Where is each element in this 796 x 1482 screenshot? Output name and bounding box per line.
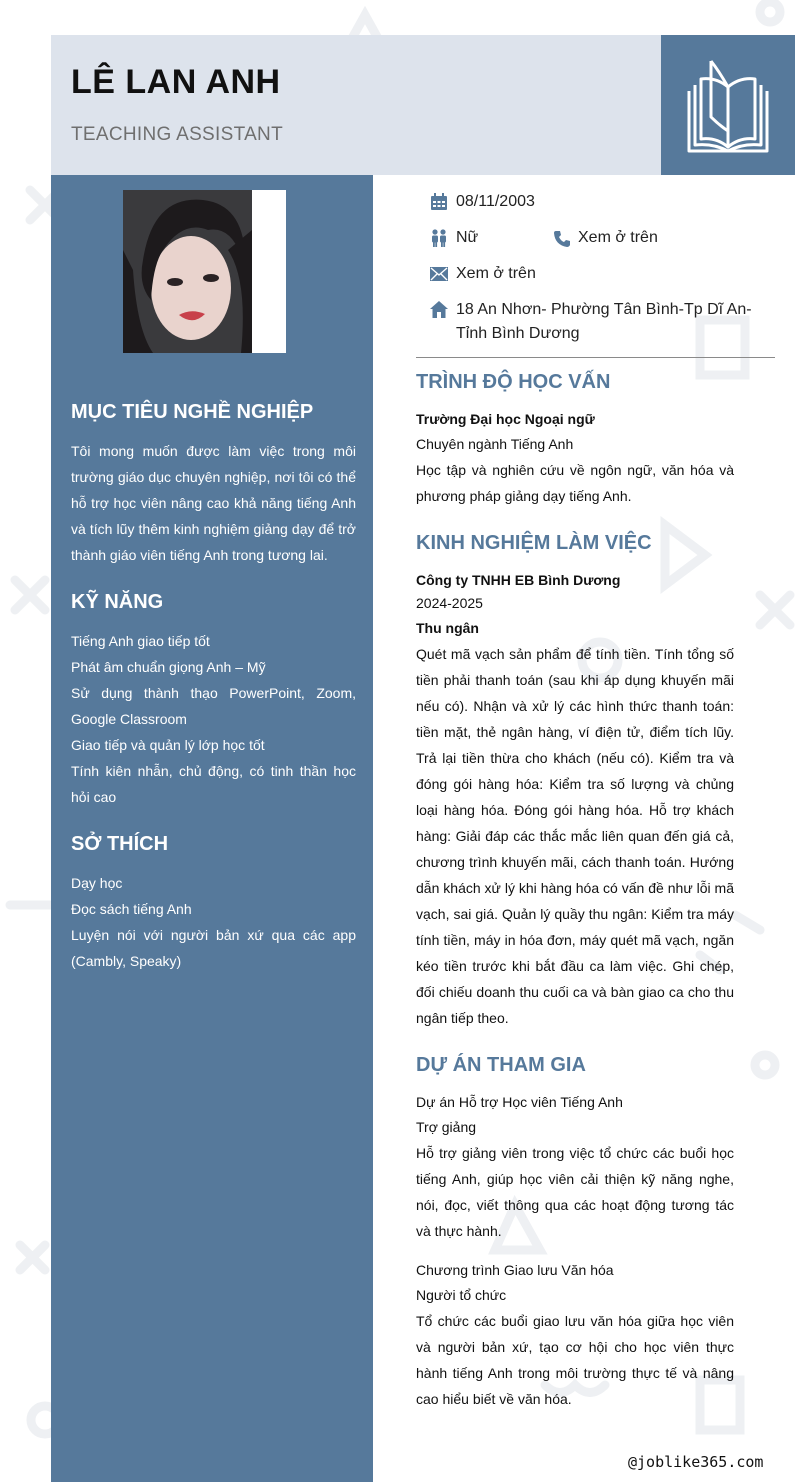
project-description: Tổ chức các buổi giao lưu văn hóa giữa học viên và người bản xứ, tạo cơ hội cho học viên thực hành tiếng Anh trong môi trường thực tế và nâng cao hiểu biết về văn hóa.	[416, 1313, 734, 1407]
profile-photo	[123, 190, 286, 353]
address: 18 An Nhơn- Phường Tân Bình-Tp Dĩ An-Tỉnh Bình Dương	[456, 301, 752, 342]
hobbies-heading: SỞ THÍCH	[71, 833, 169, 855]
people-icon	[430, 229, 448, 247]
project-role: Người tổ chức	[416, 1287, 507, 1303]
work-period: 2024-2025	[416, 595, 483, 611]
job-title: TEACHING ASSISTANT	[71, 124, 283, 145]
skill-item: Giao tiếp và quản lý lớp học tốt	[71, 737, 265, 753]
skills-heading: KỸ NĂNG	[71, 591, 164, 613]
home-icon	[430, 301, 448, 318]
candidate-name: LÊ LAN ANH	[71, 63, 281, 101]
hobby-item: Luyện nói với người bản xứ qua các app (Cambly, Speaky)	[71, 927, 356, 969]
hobbies-list	[71, 870, 356, 974]
email: Xem ở trên	[456, 265, 536, 282]
school-name: Trường Đại học Ngoại ngữ	[416, 411, 595, 427]
skill-item: Sử dụng thành thạo PowerPoint, Zoom, Google Classroom	[71, 685, 356, 727]
project-name: Chương trình Giao lưu Văn hóa	[416, 1262, 614, 1278]
hobby-item: Đọc sách tiếng Anh	[71, 901, 192, 917]
footer-watermark: @joblike365.com	[628, 1453, 764, 1471]
sidebar	[51, 175, 373, 1482]
portrait-image	[123, 190, 286, 353]
gender: Nữ	[456, 229, 479, 246]
skill-item: Tiếng Anh giao tiếp tốt	[71, 633, 210, 649]
mail-icon	[430, 267, 448, 281]
project-role: Trợ giảng	[416, 1119, 477, 1135]
hobby-item: Dạy học	[71, 875, 123, 891]
phone-icon	[553, 230, 571, 248]
header-banner	[51, 35, 661, 175]
skill-item: Tính kiên nhẫn, chủ động, có tinh thần học hỏi cao	[71, 763, 356, 805]
objective-heading: MỤC TIÊU NGHỀ NGHIỆP	[71, 401, 314, 423]
experience-heading: KINH NGHIỆM LÀM VIỆC	[416, 532, 652, 554]
projects-heading: DỰ ÁN THAM GIA	[416, 1054, 586, 1076]
phone: Xem ở trên	[578, 229, 658, 246]
company-name: Công ty TNHH EB Bình Dương	[416, 572, 621, 588]
calendar-icon	[430, 193, 448, 211]
experience-description: Quét mã vạch sản phẩm để tính tiền. Tính tổng số tiền phải thanh toán (sau khi áp dụng khuyến mãi nếu có). Nhận và xử lý các hình thức thanh toán: tiền mặt, thẻ ngân hàng, ví điện tử, điểm tích lũy. Trả lại tiền thừa cho khách (nếu có). Kiểm tra và đóng gói hàng hóa: Kiểm tra số lượng và chủng loại hàng hóa. Đóng gói hàng hóa. Hỗ trợ khách hàng: Giải đáp các thắc mắc liên quan đến giá cả, chương trình khuyến mãi, cách thanh toán. Hướng dẫn khách xử lý khi hàng hóa có vấn đề như lỗi mã vạch, sai giá. Quản lý quầy thu ngân: Kiểm tra máy tính tiền, máy in hóa đơn, máy quét mã vạch, ngăn kéo tiền trước khi bắt đầu ca làm việc. Ghi chép, đối chiếu doanh thu cuối ca và bàn giao ca cho thu ngân tiếp theo.	[416, 646, 734, 1026]
major: Chuyên ngành Tiếng Anh	[416, 436, 574, 452]
objective-text: Tôi mong muốn được làm việc trong môi trường giáo dục chuyên nghiệp, nơi tôi có thể hỗ trợ học viên nâng cao khả năng tiếng Anh và tích lũy thêm kinh nghiệm giảng dạy để trở thành giáo viên tiếng Anh trong tương lai.	[71, 443, 356, 563]
education-description: Học tập và nghiên cứu về ngôn ngữ, văn hóa và phương pháp giảng dạy tiếng Anh.	[416, 462, 734, 504]
logo-box	[661, 35, 795, 175]
skills-list	[71, 628, 356, 810]
open-book-icon	[681, 57, 775, 153]
project-description: Hỗ trợ giảng viên trong việc tổ chức các buổi học tiếng Anh, giúp học viên cải thiện kỹ năng nghe, nói, đọc, viết thông qua các hoạt động tương tác và thực hành.	[416, 1145, 734, 1239]
skill-item: Phát âm chuẩn giọng Anh – Mỹ	[71, 659, 266, 675]
section-divider	[416, 357, 775, 358]
birthdate: 08/11/2003	[456, 193, 535, 210]
education-heading: TRÌNH ĐỘ HỌC VẤN	[416, 371, 611, 393]
work-role: Thu ngân	[416, 620, 479, 636]
project-name: Dự án Hỗ trợ Học viên Tiếng Anh	[416, 1094, 623, 1110]
